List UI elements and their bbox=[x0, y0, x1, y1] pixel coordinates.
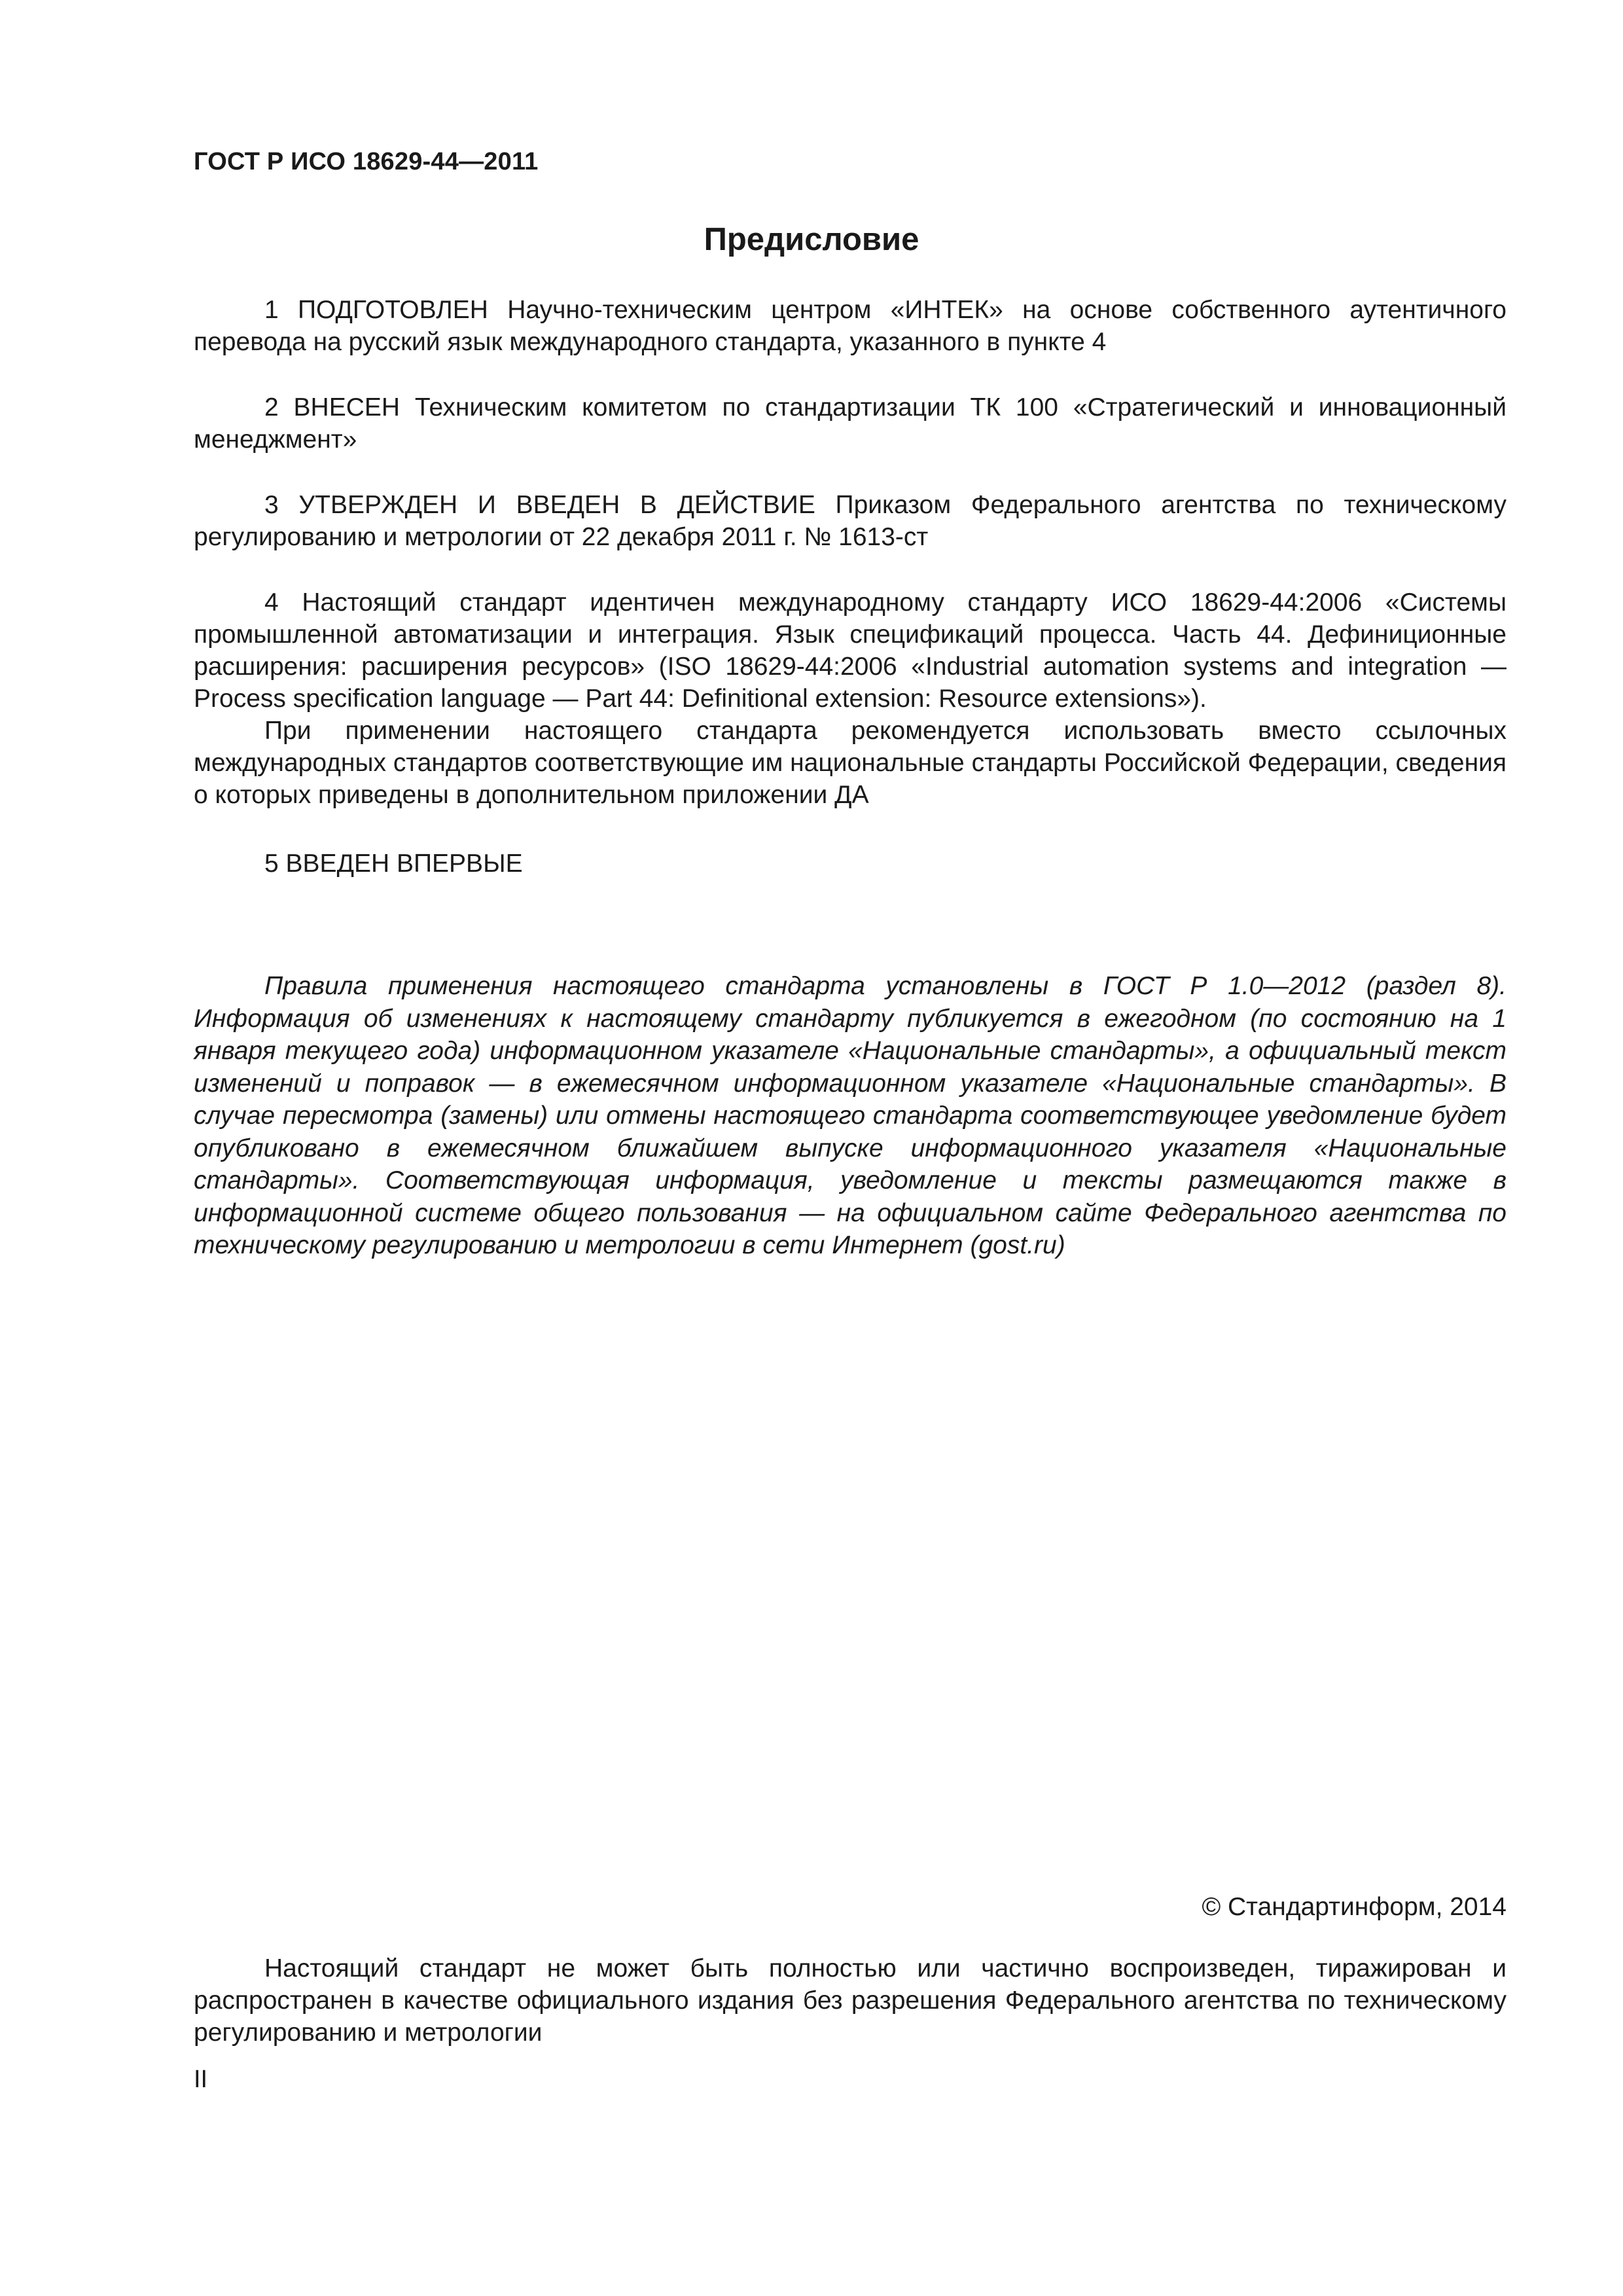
copyright-line: © Стандартинформ, 2014 bbox=[1202, 1893, 1507, 1921]
foreword-item-4-note: При применении настоящего стандарта рекомендуется использовать вместо ссылочных международных стандартов соответствующие им национальные стандарты Российской Федерации, сведения о которых приведены в дополнительном приложении ДА bbox=[194, 717, 1507, 809]
application-rules-text: Правила применения настоящего стандарта установлены в ГОСТ Р 1.0—2012 (раздел 8). Информация об изменениях к настоящему стандарту публикуется в ежегодном (по состоянию на 1 января текущего года) информационном указателе «Национальные стандарты», а официальный текст изменений и поправок — в ежемесячном информационном указателе «Национальные стандарты». В случае пересмотра (замены) или отмены настоящего стандарта соответствующее уведомление будет опубликовано в ежемесячном ближайшем выпуске информационного указателя «Национальные стандарты». Соответствующая информация, уведомление и тексты размещаются также в информационной системе общего пользования — на официальном сайте Федерального агентства по техническому регулированию и метрологии в сети Интернет (gost.ru) bbox=[194, 972, 1507, 1259]
page-number: II bbox=[194, 2066, 208, 2093]
foreword-item-3-text: 3 УТВЕРЖДЕН И ВВЕДЕН В ДЕЙСТВИЕ Приказом Федерального агентства по техническому регулированию и метрологии от 22 декабря 2011 г. № 1613-ст bbox=[194, 491, 1507, 551]
foreword-item-5 bbox=[194, 848, 1507, 880]
foreword-item-4-text: 4 Настоящий стандарт идентичен международному стандарту ИСО 18629-44:2006 «Системы промышленной автоматизации и интеграция. Язык спецификаций процесса. Часть 44. Дефиниционные расширения: расширения ресурсов» (ISO 18629-44:2006 «Industrial automation systems and integration — Process specification language — Part 44: Definitional extension: Resource extensions»). bbox=[194, 588, 1507, 713]
foreword-item-2 bbox=[194, 391, 1507, 456]
foreword-item-4 bbox=[194, 586, 1507, 811]
standard-code-header: ГОСТ Р ИСО 18629-44—2011 bbox=[194, 148, 539, 175]
foreword-item-5-text: 5 ВВЕДЕН ВПЕРВЫЕ bbox=[264, 850, 523, 878]
foreword-item-1-text: 1 ПОДГОТОВЛЕН Научно-техническим центром «ИНТЕК» на основе собственного аутентичного перевода на русский язык международного стандарта, указанного в пункте 4 bbox=[194, 296, 1507, 356]
foreword-item-3 bbox=[194, 489, 1507, 553]
foreword-item-1 bbox=[194, 294, 1507, 358]
foreword-item-2-text: 2 ВНЕСЕН Техническим комитетом по стандартизации ТК 100 «Стратегический и инновационный менеджмент» bbox=[194, 393, 1507, 454]
application-rules-block bbox=[194, 970, 1507, 1262]
reproduction-notice-text: Настоящий стандарт не может быть полностью или частично воспроизведен, тиражирован и распространен в качестве официального издания без разрешения Федерального агентства по техническому регулированию и метрологии bbox=[194, 1954, 1507, 2047]
page-title: Предисловие bbox=[704, 222, 919, 257]
reproduction-notice bbox=[194, 1952, 1507, 2049]
